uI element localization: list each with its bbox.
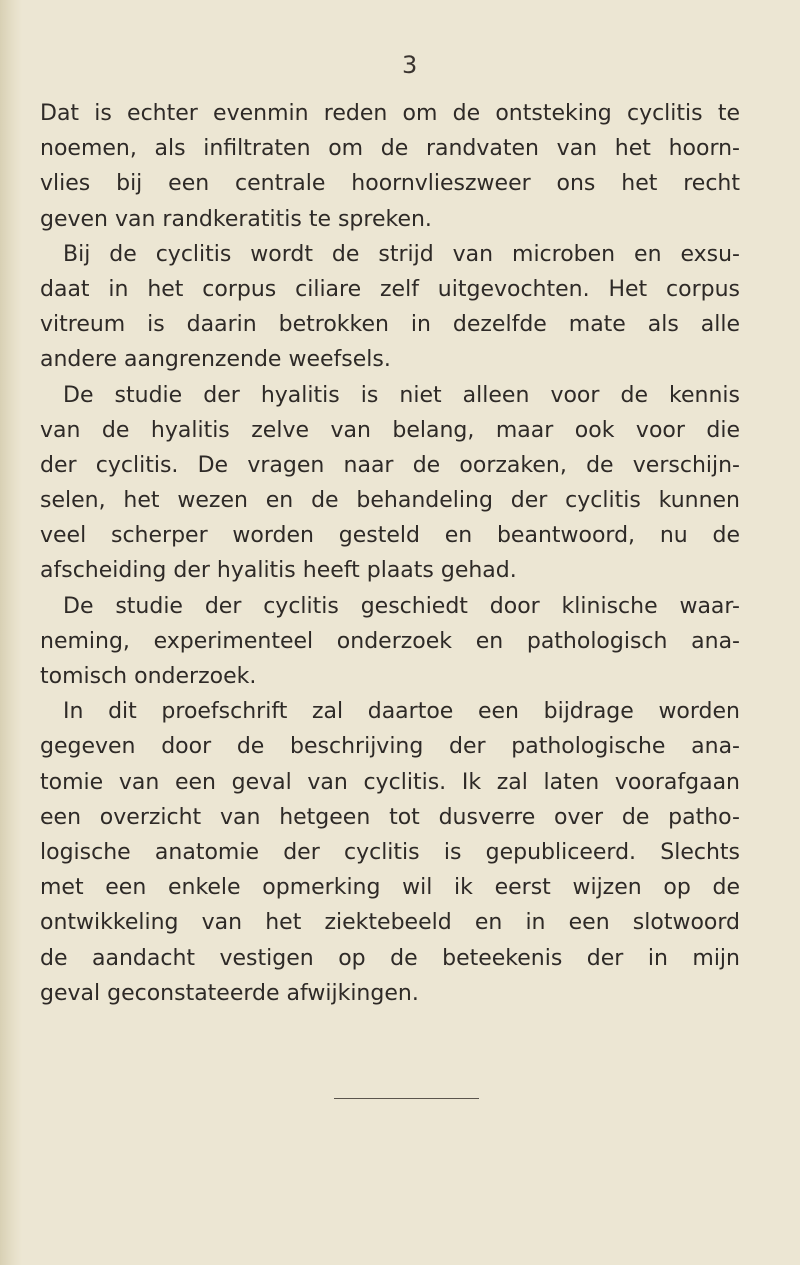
text-line: vlies bij een centrale hoornvlieszweer ons het recht bbox=[40, 171, 740, 197]
text-line: neming, experimenteel onderzoek en pathologisch ana- bbox=[40, 628, 740, 654]
text-line: tomie van een geval van cyclitis. Ik zal laten voorafgaan bbox=[40, 769, 740, 795]
page-number: 3 bbox=[402, 51, 418, 79]
page-edge-shadow bbox=[0, 0, 22, 1265]
text-line: De studie der hyalitis is niet alleen voor de kennis bbox=[63, 382, 740, 408]
text-line: selen, het wezen en de behandeling der cyclitis kunnen bbox=[40, 488, 740, 514]
text-line: De studie der cyclitis geschiedt door klinische waar- bbox=[63, 593, 740, 619]
text-line: logische anatomie der cyclitis is gepubliceerd. Slechts bbox=[40, 839, 740, 865]
text-line: vitreum is daarin betrokken in dezelfde mate als alle bbox=[40, 312, 740, 338]
text-line: Dat is echter evenmin reden om de ontsteking cyclitis te bbox=[40, 101, 740, 126]
text-line: andere aangrenzende weefsels. bbox=[40, 347, 391, 373]
body-text bbox=[40, 96, 740, 1011]
text-line: ontwikkeling van het ziektebeeld en in een slotwoord bbox=[40, 910, 740, 936]
text-line: In dit proefschrift zal daartoe een bijdrage worden bbox=[63, 699, 740, 725]
text-line: veel scherper worden gesteld en beantwoord, nu de bbox=[40, 523, 740, 549]
text-line: een overzicht van hetgeen tot dusverre over de patho- bbox=[40, 804, 740, 830]
text-line: der cyclitis. De vragen naar de oorzaken, de verschijn- bbox=[40, 452, 740, 478]
text-line: met een enkele opmerking wil ik eerst wijzen op de bbox=[40, 875, 740, 901]
text-line: de aandacht vestigen op de beteekenis der in mijn bbox=[40, 945, 740, 971]
text-line: Bij de cyclitis wordt de strijd van microben en exsu- bbox=[63, 241, 740, 267]
text-line: afscheiding der hyalitis heeft plaats gehad. bbox=[40, 558, 517, 584]
text-line: geval geconstateerde afwijkingen. bbox=[40, 980, 419, 1006]
text-line: tomisch onderzoek. bbox=[40, 664, 257, 689]
text-line: gegeven door de beschrijving der pathologische ana- bbox=[40, 734, 740, 760]
text-line: van de hyalitis zelve van belang, maar ook voor die bbox=[40, 417, 740, 443]
text-line: daat in het corpus ciliare zelf uitgevochten. Het corpus bbox=[40, 276, 740, 302]
text-line: noemen, als infiltraten om de randvaten van het hoorn- bbox=[40, 136, 740, 162]
end-rule bbox=[334, 1098, 479, 1099]
text-line: geven van randkeratitis te spreken. bbox=[40, 206, 432, 232]
